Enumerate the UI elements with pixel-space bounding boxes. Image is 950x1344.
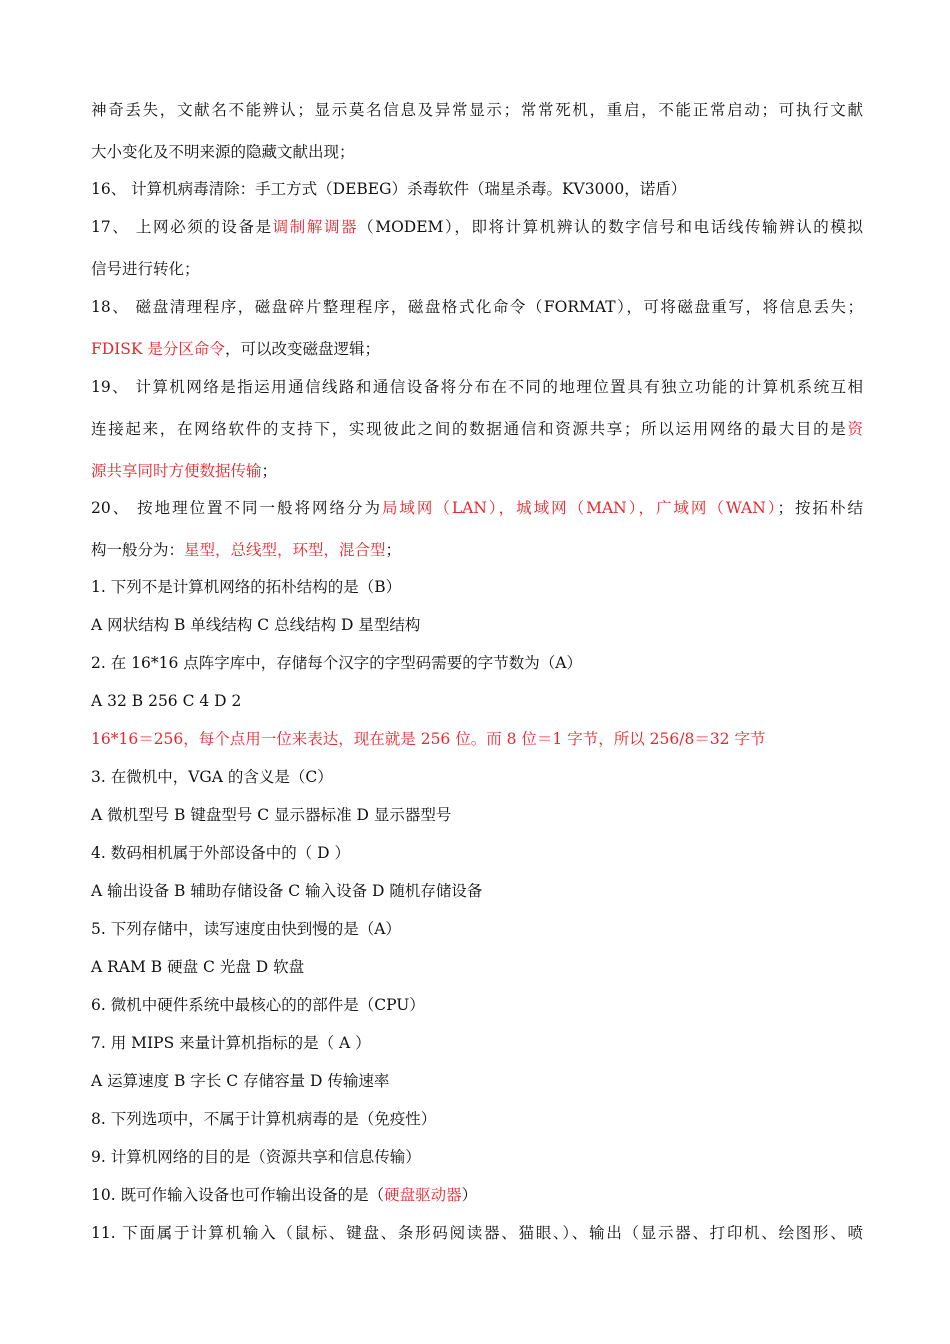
text-line [91,1222,863,1244]
highlighted-text: 硬盘驱动器 [384,1186,462,1204]
body-text: 6. 微机中硬件系统中最核心的的部件是（CPU） [91,996,425,1014]
text-line [91,576,863,598]
body-text: A RAM B 硬盘 C 光盘 D 软盘 [91,958,305,976]
text-line [91,258,863,280]
body-text: 连接起来，在网络软件的支持下，实现彼此之间的数据通信和资源共享；所以运用网络的最大目的是 [91,420,848,438]
highlighted-text: 调制解调器 [272,218,359,236]
body-text: 神奇丢失，文献名不能辨认；显示莫名信息及异常显示；常常死机，重启，不能正常启动；可执行文献 [91,101,863,119]
body-text: 18、 磁盘清理程序，磁盘碎片整理程序，磁盘格式化命令（FORMAT），可将磁盘重写，将信息丢失； [91,298,863,316]
body-text: 8. 下列选项中，不属于计算机病毒的是（免疫性） [91,1110,437,1128]
body-text: ） [461,1186,478,1204]
text-line [91,766,863,788]
body-text: 9. 计算机网络的目的是（资源共享和信息传输） [91,1148,421,1166]
text-line [91,614,863,636]
text-line [91,1032,863,1054]
text-line [91,460,863,482]
highlighted-text: 资 [847,420,863,438]
text-line [91,376,863,398]
body-text: 20、 按地理位置不同一般将网络分为 [91,499,382,517]
highlighted-text: 源共享同时方便数据传输 [91,462,262,480]
highlighted-text: 局域网（LAN），城域网（MAN），广域网（WAN） [381,499,778,517]
body-text: 16、 计算机病毒清除：手工方式（DEBEG）杀毒软件（瑞星杀毒。KV3000，诺盾） [91,180,687,198]
highlighted-text: 星型，总线型，环型，混合型 [184,541,386,559]
body-text: 大小变化及不明来源的隐藏文献出现； [91,143,355,161]
text-line [91,690,863,712]
body-text: 4. 数码相机属于外部设备中的（ D ） [91,844,350,862]
body-text: 19、 计算机网络是指运用通信线路和通信设备将分布在不同的地理位置具有独立功能的计算机系统互相 [91,378,863,396]
body-text: 2. 在 16*16 点阵字库中，存储每个汉字的字型码需要的字节数为（A） [91,654,582,672]
body-text: （MODEM），即将计算机辨认的数字信号和电话线传输辨认的模拟 [358,218,863,236]
body-text: A 32 B 256 C 4 D 2 [91,692,242,710]
body-text: A 运算速度 B 字长 C 存储容量 D 传输速率 [91,1072,390,1090]
body-text: 5. 下列存储中，读写速度由快到慢的是（A） [91,920,401,938]
body-text: 10. 既可作输入设备也可作输出设备的是（ [91,1186,385,1204]
text-line [91,728,863,750]
text-line [91,652,863,674]
text-line [91,338,863,360]
body-text: 7. 用 MIPS 来量计算机指标的是（ A ） [91,1034,371,1052]
text-line [91,178,863,200]
text-line [91,497,863,519]
text-line [91,956,863,978]
text-line [91,994,863,1016]
text-line [91,804,863,826]
text-line [91,418,863,440]
body-text: A 输出设备 B 辅助存储设备 C 输入设备 D 随机存储设备 [91,882,483,900]
body-text: ； [261,462,278,480]
body-text: 构一般分为： [91,541,185,559]
text-line [91,880,863,902]
body-text: ； [385,541,402,559]
body-text: 11. 下面属于计算机输入（鼠标、键盘、条形码阅读器、猫眼、）、输出（显示器、打印机、绘图形、喷 [91,1224,863,1242]
body-text: A 微机型号 B 键盘型号 C 显示器标准 D 显示器型号 [91,806,452,824]
text-line [91,1108,863,1130]
body-text: ；按拓朴结 [777,499,863,517]
highlighted-text: 16*16＝256，每个点用一位来表达，现在就是 256 位。而 8 位＝1 字节，所以 256/8＝32 字节 [91,730,766,748]
body-text: 3. 在微机中，VGA 的含义是（C） [91,768,333,786]
text-line [91,1146,863,1168]
text-line [91,99,863,121]
text-line [91,918,863,940]
body-text: 1. 下列不是计算机网络的拓朴结构的是（B） [91,578,402,596]
body-text: ，可以改变磁盘逻辑； [224,340,380,358]
body-text: 信号进行转化； [91,260,200,278]
highlighted-text: FDISK 是分区命令 [91,340,225,358]
text-line [91,216,863,238]
text-line [91,1070,863,1092]
text-line [91,842,863,864]
body-text: A 网状结构 B 单线结构 C 总线结构 D 星型结构 [91,616,421,634]
text-line [91,141,863,163]
text-line [91,539,863,561]
text-line [91,1184,863,1206]
text-line [91,296,863,318]
body-text: 17、 上网必须的设备是 [91,218,273,236]
